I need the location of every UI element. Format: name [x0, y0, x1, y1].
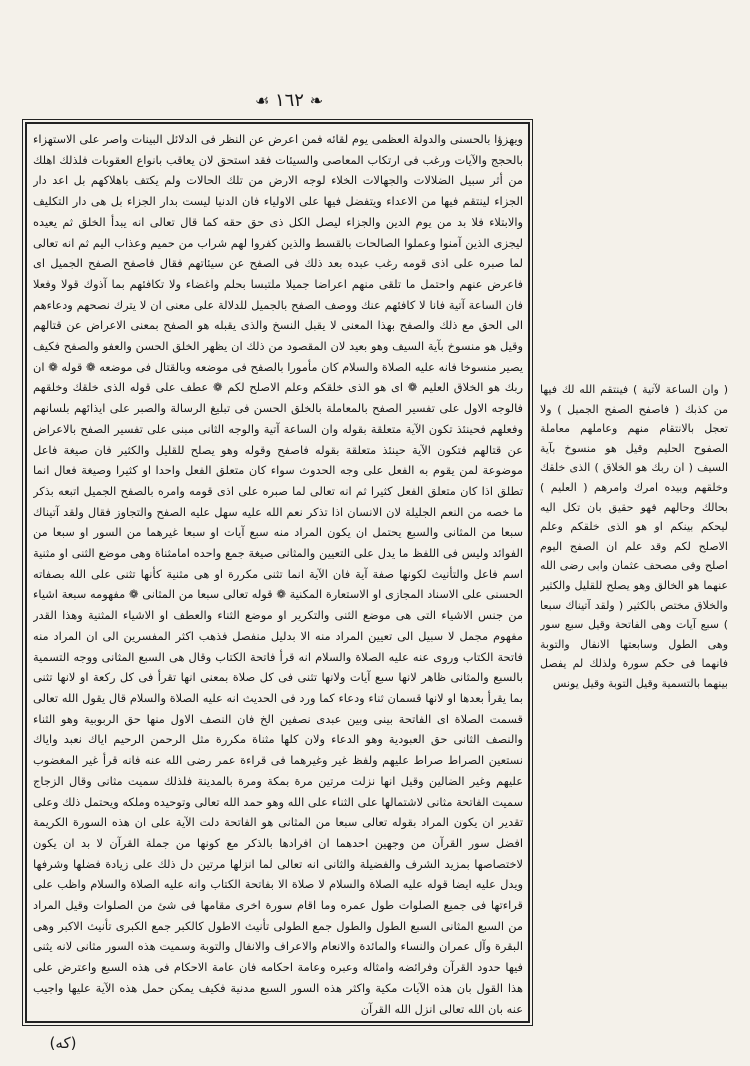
ornament-right: ❧: [309, 91, 324, 110]
ornament-left: ☙: [254, 91, 270, 110]
marginal-commentary: [540, 380, 728, 830]
margin-paragraph: ( وان الساعة لآتية ) فينتقم الله لك فيها من كذبك ( فاصفح الصفح الجميل ) ولا تعجل بالانتقام منهم وعاملهم معاملة الصفوح الحليم وقيل هو منسوخ بآية السيف ( ان ربك هو الخلاق ) الذى خلقك وخلقهم وبيده امرك وامرهم ( العليم ) بحالك وحالهم فهو حقيق بان تكل اليه ليحكم بينكم او هو الذى خلقكم وعلم الاصلح لكم وقد علم ان الصفح اليوم اصلح وفى مصحف عثمان وابى رضى الله عنهما هو الخالق وهو يصلح للقليل والكثير والخلاق مختص بالكثير ( ولقد آتيناك سبعا ) سبع آيات وهى الفاتحة وقيل سبع سور وهى الطول وسابعتها الانفال والتوبة فانهما فى حكم سورة ولذلك لم يفصل بينهما بالتسمية وقيل التوبة وقيل يونس: [540, 383, 728, 690]
main-paragraph: ويهزؤا بالحسنى والدولة العظمى يوم لقائه فمن اعرض عن النظر فى الدلائل البينات واصر على الاستهزاء بالحجج والآيات ورغب فى ارتكاب المعاصى والسيئات فقد استحق لان يعاقب بانواع العقوبات فلذلك اهلك من أثر سبيل الضلالات والجهالات الخلاء لوجه الارض من تلك الحالات ولم يكتف باهلاكهم بل اعد دار الجزاء لينتقم فيها من الاعداء ويتفضل فيها على الاولياء فان الدنيا ليست بدار الجزاء بل هى دار التكليف والابتلاء فلا بد من يوم الدين والجزاء ليصل الكل ذى حق حقه كما قال تعالى انه يبدأ الخلق ثم يعيده ليجزى الذين آمنوا وعملوا الصالحات بالقسط والذين كفروا لهم شراب من حميم وعذاب اليم ثم انه تعالى لما صبره على اذى قومه رغب عبده بعد ذلك فى الصفح عن سيئاتهم فقال فاصفح الصفح الجميل اى فاعرض عنهم واحتمل ما تلقى منهم اعراضا جميلا ملتبسا بحلم واغضاء ولا تكافئهم بما آذوك قولا وفعلا فان الساعة آتية فانا لا كافئهم عنك ووصف الصفح بالجميل للدلالة على معنى ان لا يترك نصحهم ودعاءهم الى الحق مع ذلك والصفح بهذا المعنى لا يقبل النسخ والذى يقبله هو الصفح بمعنى الاعراض عن قتالهم وقيل هو منسوخ بآية السيف وهو بعيد لان المقصود من ذلك ان يظهر الخلق الحسن والعفو والصفح فكيف يصير منسوخا فانه عليه الصلاة والسلام كان مأمورا بالصفح فى موضعه وبالقتال فى موضعه ❁ قوله ❁ ان ربك هو الخلاق العليم ❁ اى هو الذى خلقكم وعلم الاصلح لكم ❁ عطف على قوله الذى خلقك وخلقهم فالوجه الاول على تفسير الصفح بالمعاملة بالخلق الحسن فى تبليغ الرسالة والصبر على ايذائهم بلسانهم وفعلهم فحينئذ تكون الآية متعلقة بقوله وان الساعة آتية والوجه الثانى مبنى على تفسير الصفح بالاعراض عن قتالهم فتكون الآية حينئذ متعلقة بقوله فاصفح وقوله وهو يصلح للقليل والكثير فان صيغة فاعل موضوعة لمن يقوم به الفعل على وجه الحدوث سواء كان متعلق الفعل واحدا او كثيرا وصيغة فعال انما تطلق اذا كان متعلق الفعل كثيرا ثم انه تعالى لما صبره على اذى قومه وامره بالصفح الجميل اتبعه بذكر ما خصه من النعم الجليلة لان الانسان اذا تذكر نعم الله عليه سهل عليه الصفح والتجاوز فقال ولقد آتيناك سبعا من المثانى والسبع يحتمل ان يكون المراد منه سبع آيات او سبعا غيرهما من السور او سبعا من الفوائد وليس فى اللفظ ما يدل على التعيين والمثانى صيغة جمع واحده امامثناة وهى موضع الثنى او مثنية اسم فاعل والتأنيث لكونها صفة آية فان الآية انما تثنى مكررة او هى مثنية كأنها تثنى على الله بصفاته الحسنى على الاسناد المجازى او الاستعارة المكنية ❁ قوله تعالى سبعا من المثانى ❁ مفهومه سبعة اشياء من جنس الاشياء التى هى موضع الثنى والتكرير او موضع الثناء والعطف او الاشياء المثنية وهذا القدر مفهوم مجمل لا سبيل الى تعيين المراد منه الا بدليل منفصل فذهب اكثر المفسرين الى ان المراد منه فاتحة الكتاب وروى عنه عليه الصلاة والسلام انه قرأ فاتحة الكتاب وقال هى السبع المثانى ووجه التسمية بالسبع والمثانى ظاهر لانها سبع آيات ولانها تثنى فى كل صلاة بمعنى انها تقرأ فى كل ركعة او لانها تثنى بما يقرأ بعدها او لانها قسمان ثناء ودعاء كما ورد فى الحديث انه عليه الصلاة والسلام قال يقول الله تعالى قسمت الصلاة اى الفاتحة بينى وبين عبدى نصفين الخ فان النصف الاول منها حق الربوبية وهو الثناء والنصف الثانى حق العبودية وهو الدعاء ولان كلها مثناة مكررة مثل الرحمن الرحيم اياك نعبد واياك نستعين الصراط صراط عليهم ولفظ غير وغيرهما فى قراءة عمر رضى الله عنه فانه قرأ غير المغضوب عليهم وغير الضالين وقيل انها نزلت مرتين مرة بمكة ومرة بالمدينة فلذلك سميت مثانى وقال الزجاج سميت الفاتحة مثانى لاشتمالها على الثناء على الله وهو حمد الله تعالى وتوحيده وملكه ويحتمل ذلك وعلى تقدير ان يكون المراد بقوله تعالى سبعا من المثانى هو الفاتحة دلت الآية على ان هذه السورة الكريمة افضل سور القرآن من وجهين احدهما ان افرادها بالذكر مع كونها من جملة القرآن لا بد ان يكون لاختصاصها بمزيد الشرف والفضيلة والثانى انه تعالى لما انزلها مرتين دل ذلك على زيادة فضلها وشرفها ويدل عليه ايضا قوله عليه الصلاة والسلام لا صلاة الا بفاتحة الكتاب وانه عليه الصلاة والسلام واظب على قراءتها فى جميع الصلوات طول عمره وما اقام سورة اخرى مقامها فى شئ من الصلوات وقيل المراد من السبع المثانى السبع الطول والطول جمع الطولى تأنيث الاطول كالكبر جمع الكبرى تأنيث الاكبر وهى البقرة وآل عمران والنساء والمائدة والانعام والاعراف والانفال والتوبة وسميت هذه السور مثانى لانه يثنى فيها حدود القرآن وفرائضه وامثاله وعبره وعامة احكامه فان عامة الاحكام فى هذه السبع واعترض على هذا القول بان هذه الآيات مكية واكثر هذه السور السبع مدنية فكيف يمكن حمل هذه الآية عليها واجيب عنه بان الله تعالى انزل الله القرآن: [33, 132, 523, 1016]
signature-mark: (كه): [49, 1034, 77, 1052]
page-number: ١٦٢: [274, 90, 304, 111]
page-number-header: [229, 90, 349, 116]
main-commentary-text: [33, 129, 523, 1017]
